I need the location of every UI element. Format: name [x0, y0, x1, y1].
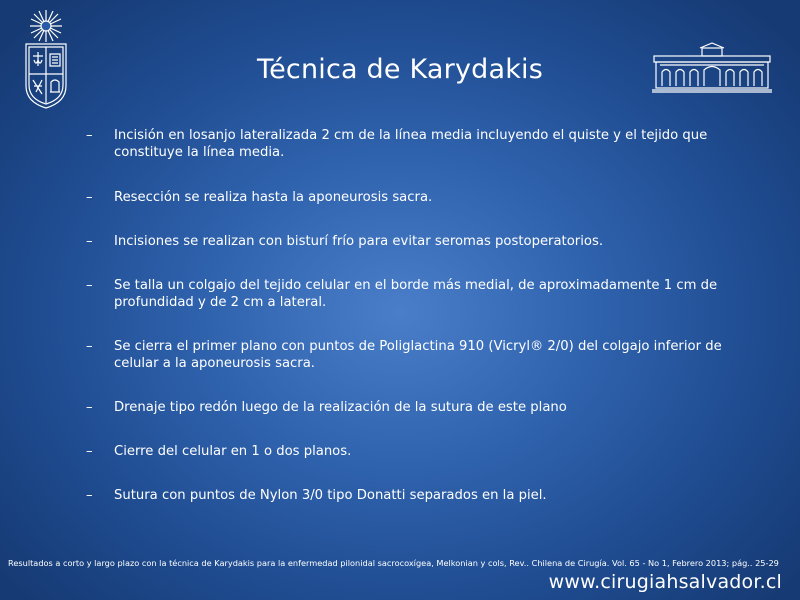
list-item-text: Se talla un colgajo del tejido celular en el borde más medial, de aproximadamente 1 cm de profundidad y de 2 cm a lateral. [114, 278, 718, 310]
list-item [86, 127, 746, 161]
bullet-dash: – [86, 488, 93, 503]
list-item [86, 189, 746, 206]
bullet-dash: – [86, 190, 93, 205]
list-item-text: Incisiones se realizan con bisturí frío para evitar seromas postoperatorios. [114, 234, 604, 249]
bullet-list [86, 127, 746, 504]
list-item-text: Resección se realiza hasta la aponeurosis sacra. [114, 190, 433, 205]
bullet-dash: – [86, 339, 93, 354]
website-url: www.cirugiahsalvador.cl [548, 571, 782, 593]
bullet-dash: – [86, 128, 93, 143]
bullet-dash: – [86, 444, 93, 459]
list-item [86, 233, 746, 250]
citation-footnote: Resultados a corto y largo plazo con la técnica de Karydakis para la enfermedad pilonidal sacrocoxígea, Melkonian y cols, Rev.. Chilena de Cirugía. Vol. 65 - No 1, Febrero 2013; pág.. 25-29 [8, 558, 779, 568]
bullet-dash: – [86, 234, 93, 249]
list-item [86, 338, 746, 372]
bullet-dash: – [86, 278, 93, 293]
list-item-text: Se cierra el primer plano con puntos de Poliglactina 910 (Vicryl® 2/0) del colgajo inferior de celular a la aponeurosis sacra. [114, 339, 722, 371]
list-item-text: Drenaje tipo redón luego de la realización de la sutura de este plano [114, 400, 567, 415]
list-item-text: Sutura con puntos de Nylon 3/0 tipo Donatti separados en la piel. [114, 488, 547, 503]
slide-title: Técnica de Karydakis [256, 54, 544, 85]
bullet-dash: – [86, 400, 93, 415]
list-item [86, 277, 746, 311]
list-item [86, 487, 746, 504]
list-item [86, 399, 746, 416]
list-item [86, 443, 746, 460]
list-item-text: Incisión en losanjo lateralizada 2 cm de la línea media incluyendo el quiste y el tejido que constituye la línea media. [114, 128, 708, 160]
list-item-text: Cierre del celular en 1 o dos planos. [114, 444, 352, 459]
